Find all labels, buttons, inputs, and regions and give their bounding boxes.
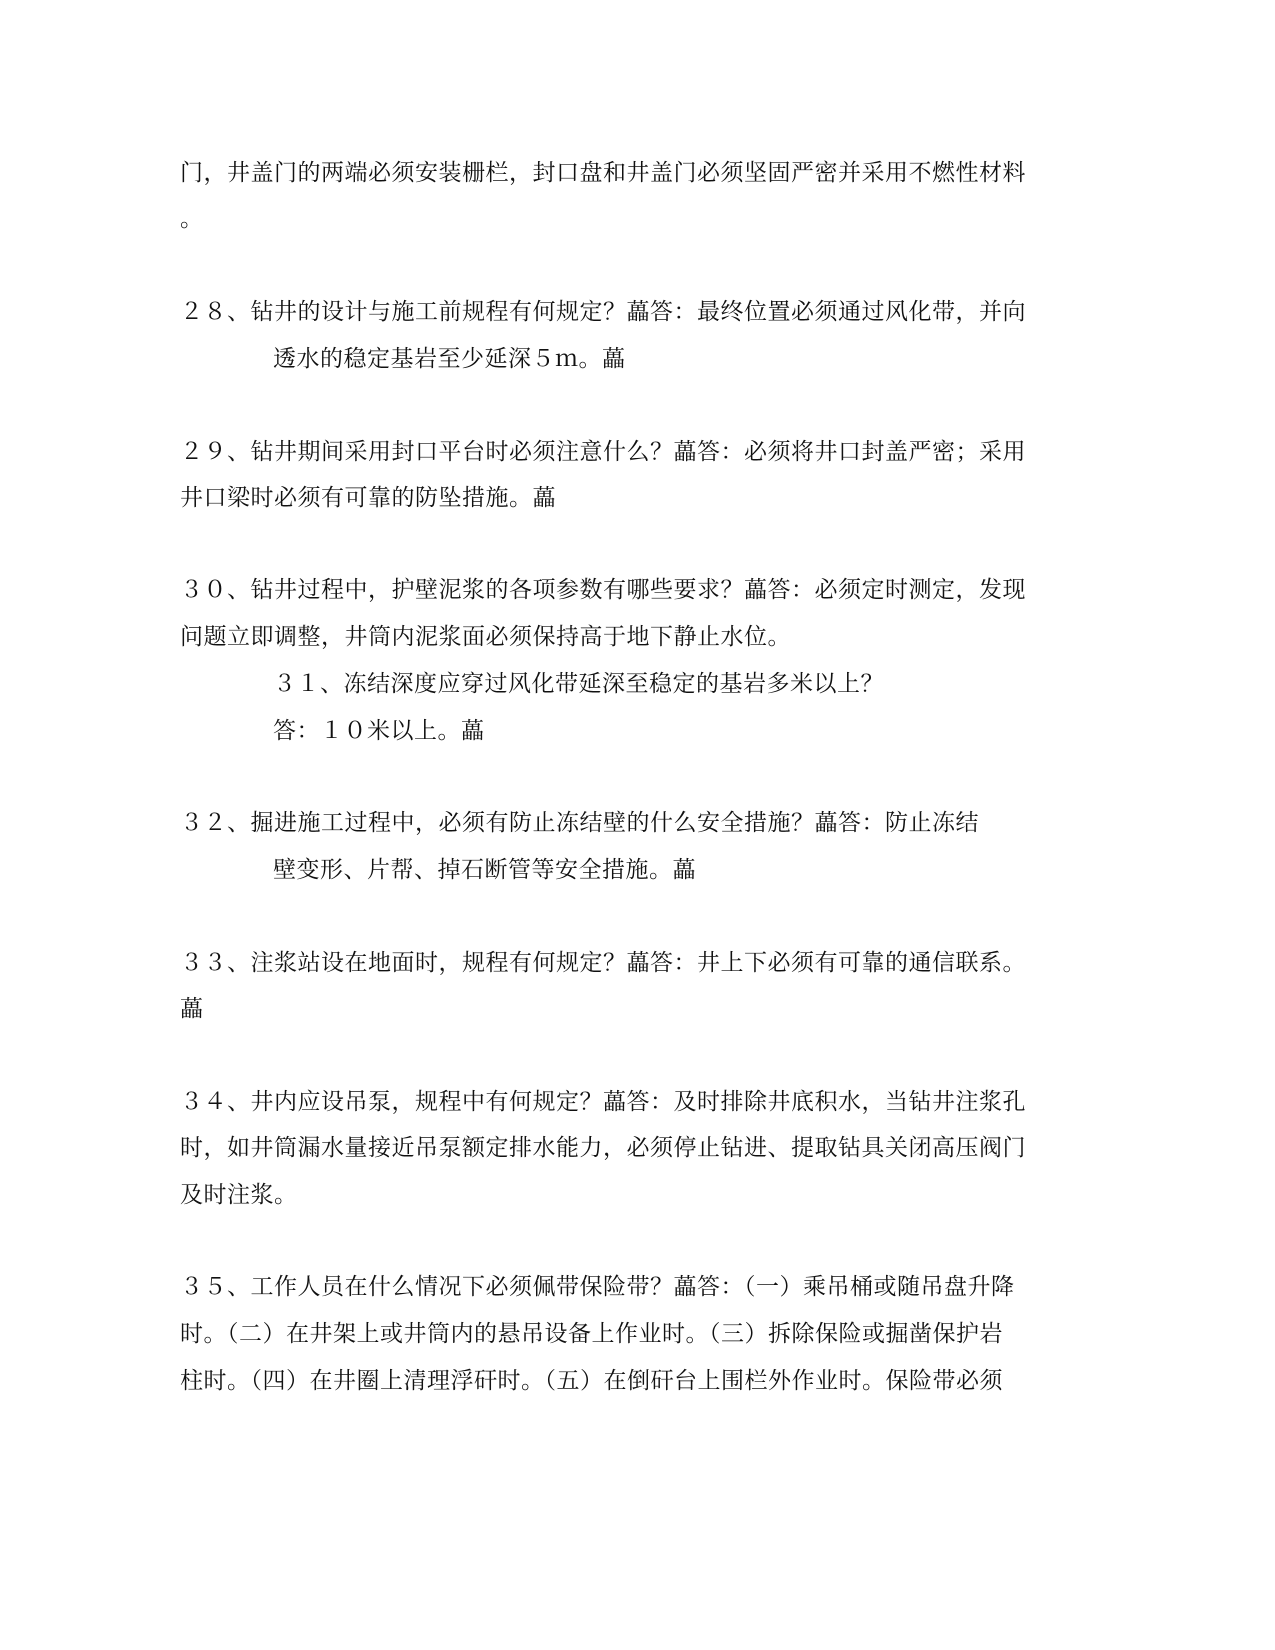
question-28-continued: 透水的稳定基岩至少延深５ｍ。藟 (273, 346, 626, 372)
question-35: ３５、工作人员在什么情况下必须佩带保险带？藟答：（一）乘吊桶或随吊盘升降 (180, 1274, 1015, 1300)
question-35-continued-1: 时。（二）在井架上或井筒内的悬吊设备上作业时。（三）拆除保险或掘凿保护岩 (180, 1321, 1003, 1347)
question-34-continued-2: 及时注浆。 (180, 1182, 298, 1208)
question-30-continued: 问题立即调整，井筒内泥浆面必须保持高于地下静止水位。 (180, 624, 791, 650)
question-30: ３０、钻井过程中，护壁泥浆的各项参数有哪些要求？藟答：必须定时测定，发现 (180, 577, 1026, 603)
text-line-1: 门，井盖门的两端必须安装栅栏，封口盘和井盖门必须坚固严密并采用不燃性材料 (180, 160, 1026, 186)
question-34: ３４、井内应设吊泵，规程中有何规定？藟答：及时排除井底积水，当钻井注浆孔 (180, 1089, 1026, 1115)
question-29: ２９、钻井期间采用封口平台时必须注意什么？藟答：必须将井口封盖严密；采用 (180, 439, 1026, 465)
question-29-continued: 井口梁时必须有可靠的防坠措施。藟 (180, 485, 556, 511)
question-33: ３３、注浆站设在地面时，规程有何规定？藟答：井上下必须有可靠的通信联系。 (180, 950, 1026, 976)
answer-31: 答：１０米以上。藟 (273, 718, 485, 744)
question-32: ３２、掘进施工过程中，必须有防止冻结壁的什么安全措施？藟答：防止冻结 (180, 810, 979, 836)
question-34-continued-1: 时，如井筒漏水量接近吊泵额定排水能力，必须停止钻进、提取钻具关闭高压阀门 (180, 1135, 1026, 1161)
question-31: ３１、冻结深度应穿过风化带延深至稳定的基岩多米以上？ (273, 671, 884, 697)
question-33-continued: 藟 (180, 996, 204, 1022)
question-28: ２８、钻井的设计与施工前规程有何规定？藟答：最终位置必须通过风化带，并向 (180, 299, 1026, 325)
text-line-2: 。 (180, 206, 204, 232)
question-35-continued-2: 柱时。（四）在井圈上清理浮矸时。（五）在倒矸台上围栏外作业时。保险带必须 (180, 1368, 1003, 1394)
question-32-continued: 壁变形、片帮、掉石断管等安全措施。藟 (273, 857, 696, 883)
